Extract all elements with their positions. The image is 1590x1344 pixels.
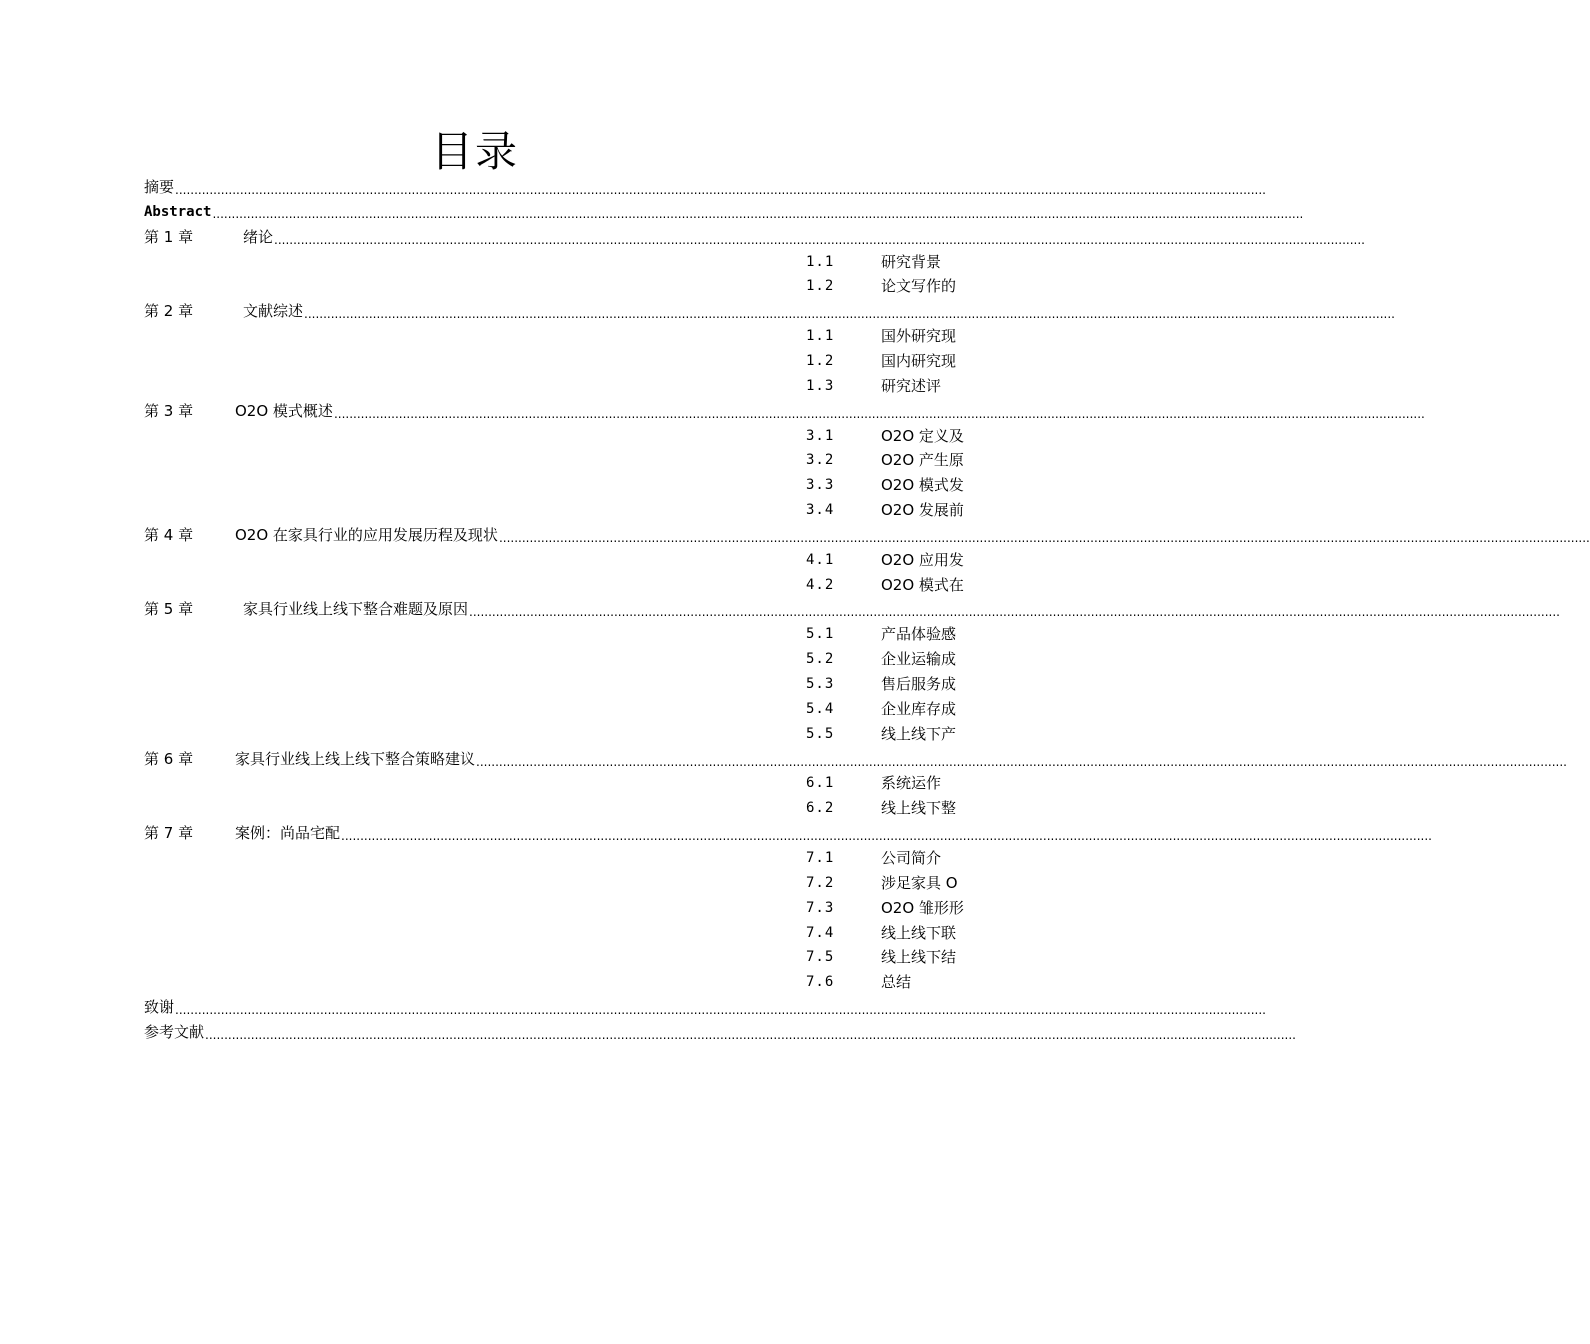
toc-chapter-entry[interactable]: [144, 821, 806, 846]
toc-entry-number: 1.1: [806, 328, 835, 345]
toc-entry-number: 4.1: [806, 551, 835, 568]
toc-entry-label: Abstract: [144, 203, 212, 220]
toc-section-entry[interactable]: [806, 473, 964, 498]
toc-entry-label: O2O 雏形形: [881, 898, 964, 917]
toc-entry-label: 线上线下结: [881, 948, 957, 967]
toc-entry-number: 第 1 章: [144, 227, 194, 246]
toc-entry-label: 线上线下整: [881, 799, 957, 818]
toc-section-entry[interactable]: [806, 573, 964, 598]
toc-entry-label: 研究背景: [881, 252, 942, 271]
toc-entry-label: 企业库存成: [881, 699, 957, 718]
toc-section-entry[interactable]: [806, 374, 950, 399]
toc-entry-label: 涉足家具 O: [881, 873, 958, 892]
toc-section-entry[interactable]: [806, 921, 957, 946]
toc-entry-label: 论文写作的: [881, 277, 957, 296]
toc-entry-number: 1.1: [806, 253, 835, 270]
toc-section-entry[interactable]: [806, 548, 964, 573]
toc-section-entry[interactable]: [806, 647, 957, 672]
toc-entry-label: 系统运作: [881, 774, 942, 793]
toc-entry-number: 7.5: [806, 949, 835, 966]
toc-entry-label: 公司简介: [881, 848, 942, 867]
toc-entry-number: 4.2: [806, 576, 835, 593]
toc-entry-label: O2O 定义及: [881, 426, 964, 445]
toc-chapter-entry[interactable]: [144, 399, 806, 424]
toc-chapter-entry[interactable]: [144, 523, 806, 548]
toc-section-entry[interactable]: [806, 424, 964, 449]
toc-entry-number: 第 2 章: [144, 302, 194, 321]
toc-chapter-entry[interactable]: [144, 225, 806, 250]
toc-entry-number: 第 7 章: [144, 824, 194, 843]
toc-entry-label: O2O 产生原: [881, 451, 964, 470]
toc-entry-label: O2O 在家具行业的应用发展历程及现状: [235, 525, 498, 544]
toc-section-entry[interactable]: [806, 771, 950, 796]
toc-entry[interactable]: [144, 175, 806, 200]
toc-section-entry[interactable]: [806, 871, 958, 896]
toc-entry-number: 第 3 章: [144, 401, 194, 420]
page-title: 目录: [430, 127, 519, 176]
toc-entry-number: 第 6 章: [144, 749, 194, 768]
toc-dot-leader: [205, 1023, 1296, 1048]
toc-section-entry[interactable]: [806, 349, 957, 374]
toc-entry-label: 摘要: [144, 178, 175, 196]
toc-section-entry[interactable]: [806, 324, 957, 349]
toc-entry-label: O2O 模式发: [881, 476, 964, 495]
toc-entry-number: 7.4: [806, 924, 835, 941]
toc-section-entry[interactable]: [806, 970, 950, 995]
toc-entry-number: 5.3: [806, 676, 835, 692]
toc-entry-label: 总结: [881, 973, 912, 992]
toc-entry-label: 参考文献: [144, 1022, 205, 1041]
toc-entry-number: 7.6: [806, 974, 835, 991]
toc-section-entry[interactable]: [806, 448, 964, 473]
toc-entry-label: 研究述评: [881, 376, 942, 395]
toc-entry-number: 7.3: [806, 899, 835, 916]
toc-entry-number: 3.2: [806, 452, 835, 469]
toc-section-entry[interactable]: [806, 498, 964, 523]
toc-entry-label: 文献综述: [243, 302, 304, 321]
toc-entry-number: 3.4: [806, 502, 835, 519]
toc-entry-label: 案例：尚品宅配: [235, 824, 341, 843]
toc-section-entry[interactable]: [806, 846, 950, 871]
toc-section-entry[interactable]: [806, 697, 957, 722]
toc-section-entry[interactable]: [806, 896, 964, 921]
toc-entry-number: 5.1: [806, 626, 835, 643]
toc-entry-label: 线上线下产: [881, 724, 957, 743]
toc-entry-number: 3.3: [806, 477, 835, 494]
toc-dot-leader: [476, 750, 1567, 775]
toc-entry-label: 产品体验感: [881, 625, 957, 644]
toc-entry-label: 国外研究现: [881, 327, 957, 346]
toc-dot-leader: [212, 202, 1303, 227]
toc-entry-label: 家具行业线上线下整合难题及原因: [243, 600, 469, 619]
toc-section-entry[interactable]: [806, 274, 957, 299]
toc-entry[interactable]: [144, 200, 806, 225]
toc-entry-number: 7.1: [806, 849, 835, 866]
toc-entry-label: O2O 模式在: [881, 575, 964, 594]
toc-section-entry[interactable]: [806, 722, 957, 747]
toc-entry-number: 7.2: [806, 874, 835, 891]
toc-entry-number: 1.2: [806, 352, 835, 369]
toc-section-entry[interactable]: [806, 945, 957, 970]
toc-entry-number: 第 4 章: [144, 525, 194, 544]
toc-entry-label: O2O 应用发: [881, 550, 964, 569]
toc-entry-number: 6.2: [806, 800, 835, 817]
toc-entry-number: 6.1: [806, 775, 835, 792]
toc-dot-leader: [499, 526, 1590, 551]
toc-chapter-entry[interactable]: [144, 597, 806, 622]
toc-entry[interactable]: [144, 1020, 806, 1045]
toc-entry-number: 5.5: [806, 725, 835, 742]
toc-entry-label: 致谢: [144, 998, 175, 1017]
toc-dot-leader: [469, 600, 1560, 625]
toc-entry-number: 3.1: [806, 427, 835, 444]
toc-entry-label: 绪论: [243, 227, 274, 246]
toc-entry-label: 售后服务成: [881, 675, 957, 693]
toc-chapter-entry[interactable]: [144, 299, 806, 324]
toc-entry-number: 5.4: [806, 700, 835, 717]
toc-entry[interactable]: [144, 995, 806, 1020]
toc-section-entry[interactable]: [806, 672, 957, 697]
toc-entry-label: O2O 发展前: [881, 501, 964, 520]
toc-entry-label: 国内研究现: [881, 351, 957, 370]
toc-entry-label: 家具行业线上线上线下整合策略建议: [235, 749, 476, 768]
toc-section-entry[interactable]: [806, 796, 957, 821]
toc-entry-label: 线上线下联: [881, 923, 957, 942]
toc-chapter-entry[interactable]: [144, 747, 806, 772]
toc-entry-number: 5.2: [806, 651, 835, 668]
toc-entry-number: 1.2: [806, 278, 835, 295]
toc-entry-label: O2O 模式概述: [235, 401, 333, 420]
toc-section-entry[interactable]: [806, 250, 950, 275]
toc-section-entry[interactable]: [806, 622, 957, 647]
toc-entry-number: 第 5 章: [144, 600, 194, 619]
toc-entry-label: 企业运输成: [881, 650, 957, 669]
toc-entry-number: 1.3: [806, 377, 835, 394]
